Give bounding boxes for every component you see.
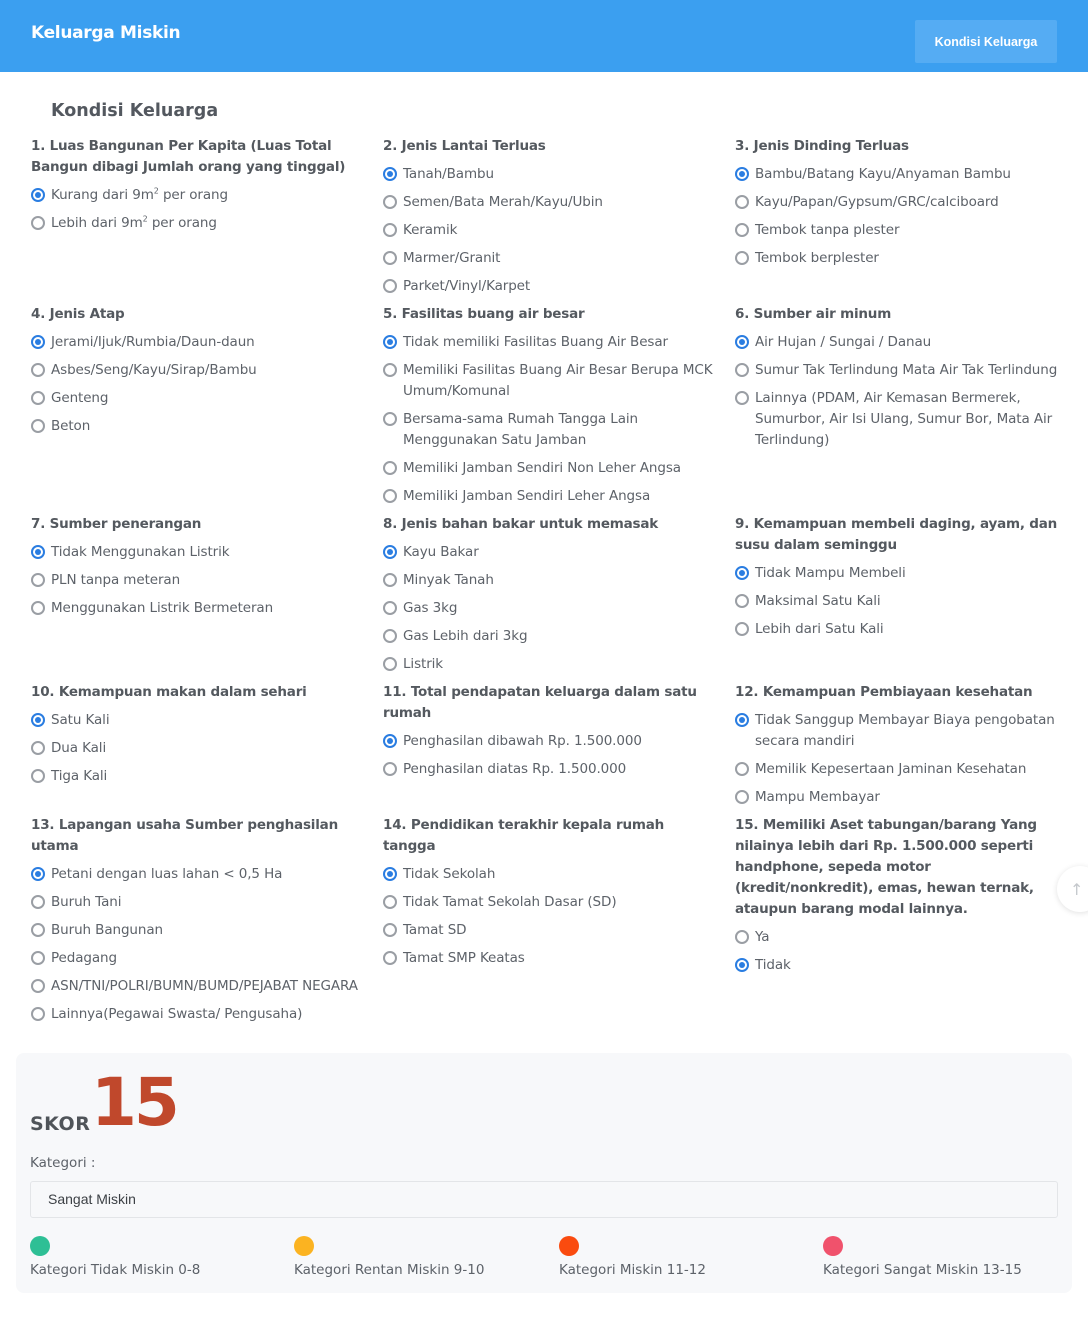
option-label: Tidak Tamat Sekolah Dasar (SD) xyxy=(403,894,617,910)
radio-unchecked-icon[interactable] xyxy=(31,419,45,433)
option-label: Semen/Bata Merah/Kayu/Ubin xyxy=(403,194,603,210)
option-label: Menggunakan Listrik Bermeteran xyxy=(51,600,274,616)
question-1 xyxy=(31,136,361,234)
radio-unchecked-icon[interactable] xyxy=(383,895,397,909)
option-label: Tidak Menggunakan Listrik xyxy=(51,544,230,560)
radio-unchecked-icon[interactable] xyxy=(31,216,45,230)
radio-unchecked-icon[interactable] xyxy=(383,363,397,377)
radio-option[interactable] xyxy=(383,654,713,675)
radio-option[interactable] xyxy=(383,731,713,752)
kategori-label: Kategori : xyxy=(30,1155,96,1171)
radio-option[interactable] xyxy=(383,164,713,185)
option-label: PLN tanpa meteran xyxy=(51,572,181,588)
radio-option[interactable] xyxy=(31,598,361,619)
option-label: Tamat SD xyxy=(403,922,467,938)
radio-option[interactable] xyxy=(735,220,1065,241)
radio-checked-icon[interactable] xyxy=(735,335,749,349)
radio-option[interactable] xyxy=(383,486,713,507)
radio-option[interactable] xyxy=(383,220,713,241)
radio-checked-icon[interactable] xyxy=(31,867,45,881)
radio-unchecked-icon[interactable] xyxy=(383,923,397,937)
radio-option[interactable] xyxy=(31,388,361,409)
legend-color-dot xyxy=(559,1236,579,1256)
option-label: Bersama-sama Rumah Tangga Lain Menggunakan Satu Jamban xyxy=(403,411,638,448)
question-3 xyxy=(735,136,1065,269)
radio-option[interactable] xyxy=(383,542,713,563)
legend-item xyxy=(294,1236,484,1278)
radio-unchecked-icon[interactable] xyxy=(735,790,749,804)
option-label: Pedagang xyxy=(51,950,117,966)
option-label: Marmer/Granit xyxy=(403,250,501,266)
radio-option[interactable] xyxy=(383,192,713,213)
radio-unchecked-icon[interactable] xyxy=(383,461,397,475)
question-label: 14. Pendidikan terakhir kepala rumah tangga xyxy=(383,817,665,854)
option-label: Mampu Membayar xyxy=(755,789,880,805)
radio-option[interactable] xyxy=(31,864,361,885)
question-10 xyxy=(31,682,361,787)
radio-checked-icon[interactable] xyxy=(383,734,397,748)
radio-option[interactable] xyxy=(383,626,713,647)
kategori-field[interactable]: Sangat Miskin xyxy=(30,1181,1058,1218)
radio-option[interactable] xyxy=(735,619,1065,640)
radio-option[interactable] xyxy=(383,360,713,402)
kondisi-keluarga-button[interactable]: Kondisi Keluarga xyxy=(915,20,1057,63)
question-label: 8. Jenis bahan bakar untuk memasak xyxy=(383,516,659,532)
radio-checked-icon[interactable] xyxy=(383,545,397,559)
radio-checked-icon[interactable] xyxy=(383,335,397,349)
radio-option[interactable] xyxy=(735,927,1065,948)
radio-option[interactable] xyxy=(31,570,361,591)
radio-checked-icon[interactable] xyxy=(31,335,45,349)
option-label: Tidak Sekolah xyxy=(403,866,496,882)
radio-option[interactable] xyxy=(31,360,361,381)
radio-unchecked-icon[interactable] xyxy=(31,923,45,937)
arrow-up-icon: ↑ xyxy=(1070,879,1084,899)
radio-unchecked-icon[interactable] xyxy=(31,1007,45,1021)
radio-checked-icon[interactable] xyxy=(735,167,749,181)
radio-unchecked-icon[interactable] xyxy=(383,657,397,671)
radio-option[interactable] xyxy=(383,920,713,941)
question-14 xyxy=(383,815,713,969)
question-9 xyxy=(735,514,1065,640)
radio-unchecked-icon[interactable] xyxy=(31,979,45,993)
option-label: Memilik Kepesertaan Jaminan Kesehatan xyxy=(755,761,1027,777)
radio-option[interactable] xyxy=(383,864,713,885)
option-label: Tidak xyxy=(755,957,791,973)
radio-unchecked-icon[interactable] xyxy=(735,391,749,405)
radio-option[interactable] xyxy=(383,948,713,969)
radio-option[interactable] xyxy=(31,710,361,731)
radio-option[interactable] xyxy=(735,759,1065,780)
option-label: Keramik xyxy=(403,222,458,238)
radio-checked-icon[interactable] xyxy=(735,958,749,972)
question-label: 5. Fasilitas buang air besar xyxy=(383,306,585,322)
radio-unchecked-icon[interactable] xyxy=(31,951,45,965)
radio-unchecked-icon[interactable] xyxy=(31,391,45,405)
question-label: 9. Kemampuan membeli daging, ayam, dan susu dalam seminggu xyxy=(735,516,1058,553)
option-label: Memiliki Fasilitas Buang Air Besar Berupa MCK Umum/Komunal xyxy=(403,362,713,399)
radio-unchecked-icon[interactable] xyxy=(735,930,749,944)
question-label: 4. Jenis Atap xyxy=(31,306,125,322)
radio-unchecked-icon[interactable] xyxy=(31,769,45,783)
option-label: Lebih dari $9m^2$ per orang xyxy=(51,214,217,231)
radio-option[interactable] xyxy=(383,570,713,591)
option-label: Lainnya (PDAM, Air Kemasan Bermerek, Sumurbor, Air Isi Ulang, Sumur Bor, Mata Air Terlindung) xyxy=(755,390,1053,448)
option-label: Tiga Kali xyxy=(51,768,108,784)
option-label: Kayu/Papan/Gypsum/GRC/calciboard xyxy=(755,194,999,210)
radio-unchecked-icon[interactable] xyxy=(383,762,397,776)
option-label: Tembok berplester xyxy=(755,250,879,266)
radio-option[interactable] xyxy=(31,738,361,759)
option-label: Air Hujan / Sungai / Danau xyxy=(755,334,932,350)
option-label: Genteng xyxy=(51,390,109,406)
radio-option[interactable] xyxy=(735,710,1065,752)
app-title: Keluarga Miskin xyxy=(31,23,181,43)
legend-label: Kategori Sangat Miskin 13-15 xyxy=(823,1262,1022,1278)
option-label: Dua Kali xyxy=(51,740,107,756)
question-12 xyxy=(735,682,1065,808)
question-label: 11. Total pendapatan keluarga dalam satu rumah xyxy=(383,684,697,721)
legend-label: Kategori Tidak Miskin 0-8 xyxy=(30,1262,201,1278)
radio-option[interactable] xyxy=(735,563,1065,584)
radio-checked-icon[interactable] xyxy=(31,713,45,727)
radio-checked-icon[interactable] xyxy=(383,167,397,181)
score-value: 15 xyxy=(91,1064,177,1141)
option-label: Tidak memiliki Fasilitas Buang Air Besar xyxy=(403,334,668,350)
option-label: Kayu Bakar xyxy=(403,544,479,560)
question-2 xyxy=(383,136,713,297)
question-label: 3. Jenis Dinding Terluas xyxy=(735,138,909,154)
option-label: Beton xyxy=(51,418,91,434)
question-label: 6. Sumber air minum xyxy=(735,306,892,322)
radio-checked-icon[interactable] xyxy=(383,867,397,881)
option-label: Tidak Mampu Membeli xyxy=(755,565,906,581)
top-app-bar xyxy=(0,0,1088,72)
option-label: Gas 3kg xyxy=(403,600,458,616)
legend-label: Kategori Rentan Miskin 9-10 xyxy=(294,1262,485,1278)
radio-unchecked-icon[interactable] xyxy=(31,363,45,377)
question-label: 7. Sumber penerangan xyxy=(31,516,202,532)
radio-option[interactable] xyxy=(31,416,361,437)
radio-checked-icon[interactable] xyxy=(31,188,45,202)
option-label: Ya xyxy=(755,929,770,945)
radio-option[interactable] xyxy=(735,332,1065,353)
radio-option[interactable] xyxy=(383,409,713,451)
option-label: ASN/TNI/POLRI/BUMN/BUMD/PEJABAT NEGARA xyxy=(51,978,358,994)
radio-option[interactable] xyxy=(31,920,361,941)
option-label: Lebih dari Satu Kali xyxy=(755,621,884,637)
radio-option[interactable] xyxy=(383,598,713,619)
radio-option[interactable] xyxy=(735,388,1065,451)
radio-unchecked-icon[interactable] xyxy=(31,895,45,909)
question-label: 15. Memiliki Aset tabungan/barang Yang nilainya lebih dari Rp. 1.500.000 seperti handphone, sepeda motor (kredit/nonkredit), emas, hewan ternak, ataupun barang modal lainnya. xyxy=(735,817,1037,917)
legend-color-dot xyxy=(30,1236,50,1256)
radio-option[interactable] xyxy=(383,458,713,479)
question-label: 2. Jenis Lantai Terluas xyxy=(383,138,546,154)
legend-item xyxy=(823,1236,1022,1278)
radio-unchecked-icon[interactable] xyxy=(31,573,45,587)
legend-label: Kategori Miskin 11-12 xyxy=(559,1262,706,1278)
radio-option[interactable] xyxy=(31,948,361,969)
question-13 xyxy=(31,815,361,1025)
option-label: Gas Lebih dari 3kg xyxy=(403,628,528,644)
option-label: Maksimal Satu Kali xyxy=(755,593,881,609)
option-label: Parket/Vinyl/Karpet xyxy=(403,278,531,294)
option-label: Listrik xyxy=(403,656,444,672)
radio-option[interactable] xyxy=(31,542,361,563)
legend-color-dot xyxy=(823,1236,843,1256)
question-label: 13. Lapangan usaha Sumber penghasilan utama xyxy=(31,817,338,854)
option-label: Tanah/Bambu xyxy=(403,166,494,182)
radio-unchecked-icon[interactable] xyxy=(735,363,749,377)
question-7 xyxy=(31,514,361,619)
legend-item xyxy=(559,1236,706,1278)
radio-option[interactable] xyxy=(31,332,361,353)
radio-unchecked-icon[interactable] xyxy=(735,195,749,209)
option-label: Buruh Bangunan xyxy=(51,922,163,938)
option-label: Penghasilan diatas Rp. 1.500.000 xyxy=(403,761,627,777)
radio-option[interactable] xyxy=(735,192,1065,213)
score-label: SKOR xyxy=(30,1113,91,1135)
radio-checked-icon[interactable] xyxy=(31,545,45,559)
option-label: Bambu/Batang Kayu/Anyaman Bambu xyxy=(755,166,1011,182)
option-label: Tamat SMP Keatas xyxy=(403,950,525,966)
radio-option[interactable] xyxy=(735,248,1065,269)
radio-option[interactable] xyxy=(383,276,713,297)
radio-option[interactable] xyxy=(735,591,1065,612)
radio-unchecked-icon[interactable] xyxy=(735,594,749,608)
option-label: Lainnya(Pegawai Swasta/ Pengusaha) xyxy=(51,1006,303,1022)
option-label: Satu Kali xyxy=(51,712,110,728)
radio-option[interactable] xyxy=(383,332,713,353)
option-label: Memiliki Jamban Sendiri Leher Angsa xyxy=(403,488,651,504)
question-4 xyxy=(31,304,361,437)
radio-unchecked-icon[interactable] xyxy=(383,629,397,643)
option-label: Kurang dari $9m^2$ per orang xyxy=(51,186,228,203)
radio-unchecked-icon[interactable] xyxy=(383,223,397,237)
radio-checked-icon[interactable] xyxy=(735,566,749,580)
radio-unchecked-icon[interactable] xyxy=(735,251,749,265)
radio-option[interactable] xyxy=(31,976,361,997)
option-label: Petani dengan luas lahan < 0,5 Ha xyxy=(51,866,283,882)
radio-option[interactable] xyxy=(31,892,361,913)
option-label: Buruh Tani xyxy=(51,894,122,910)
question-6 xyxy=(735,304,1065,451)
legend-item xyxy=(30,1236,200,1278)
radio-option[interactable] xyxy=(31,766,361,787)
question-8 xyxy=(383,514,713,675)
score-panel xyxy=(16,1053,1072,1293)
radio-unchecked-icon[interactable] xyxy=(383,279,397,293)
question-15 xyxy=(735,815,1065,976)
question-11 xyxy=(383,682,713,780)
option-label: Asbes/Seng/Kayu/Sirap/Bambu xyxy=(51,362,257,378)
radio-unchecked-icon[interactable] xyxy=(31,601,45,615)
radio-checked-icon[interactable] xyxy=(735,713,749,727)
radio-option[interactable] xyxy=(735,360,1065,381)
option-label: Tembok tanpa plester xyxy=(755,222,900,238)
question-label: 12. Kemampuan Pembiayaan kesehatan xyxy=(735,684,1033,700)
radio-unchecked-icon[interactable] xyxy=(735,622,749,636)
radio-option[interactable] xyxy=(31,1004,361,1025)
radio-option[interactable] xyxy=(735,955,1065,976)
radio-unchecked-icon[interactable] xyxy=(383,951,397,965)
option-label: Sumur Tak Terlindung Mata Air Tak Terlindung xyxy=(755,362,1058,378)
legend-color-dot xyxy=(294,1236,314,1256)
radio-option[interactable] xyxy=(735,164,1065,185)
question-label: 1. Luas Bangunan Per Kapita (Luas Total Bangun dibagi Jumlah orang yang tinggal) xyxy=(31,138,346,175)
option-label: Memiliki Jamban Sendiri Non Leher Angsa xyxy=(403,460,681,476)
radio-unchecked-icon[interactable] xyxy=(735,223,749,237)
radio-unchecked-icon[interactable] xyxy=(383,251,397,265)
radio-unchecked-icon[interactable] xyxy=(383,412,397,426)
option-label: Tidak Sanggup Membayar Biaya pengobatan secara mandiri xyxy=(755,712,1055,749)
question-5 xyxy=(383,304,713,507)
radio-option[interactable] xyxy=(31,213,361,234)
radio-option[interactable] xyxy=(31,185,361,206)
radio-option[interactable] xyxy=(383,248,713,269)
radio-option[interactable] xyxy=(383,759,713,780)
question-label: 10. Kemampuan makan dalam sehari xyxy=(31,684,307,700)
option-label: Jerami/Ijuk/Rumbia/Daun-daun xyxy=(51,334,255,350)
radio-option[interactable] xyxy=(383,892,713,913)
radio-unchecked-icon[interactable] xyxy=(383,195,397,209)
radio-option[interactable] xyxy=(735,787,1065,808)
radio-unchecked-icon[interactable] xyxy=(735,762,749,776)
radio-unchecked-icon[interactable] xyxy=(383,489,397,503)
section-title: Kondisi Keluarga xyxy=(51,101,219,121)
radio-unchecked-icon[interactable] xyxy=(383,573,397,587)
option-label: Minyak Tanah xyxy=(403,572,494,588)
radio-unchecked-icon[interactable] xyxy=(383,601,397,615)
option-label: Penghasilan dibawah Rp. 1.500.000 xyxy=(403,733,642,749)
radio-unchecked-icon[interactable] xyxy=(31,741,45,755)
